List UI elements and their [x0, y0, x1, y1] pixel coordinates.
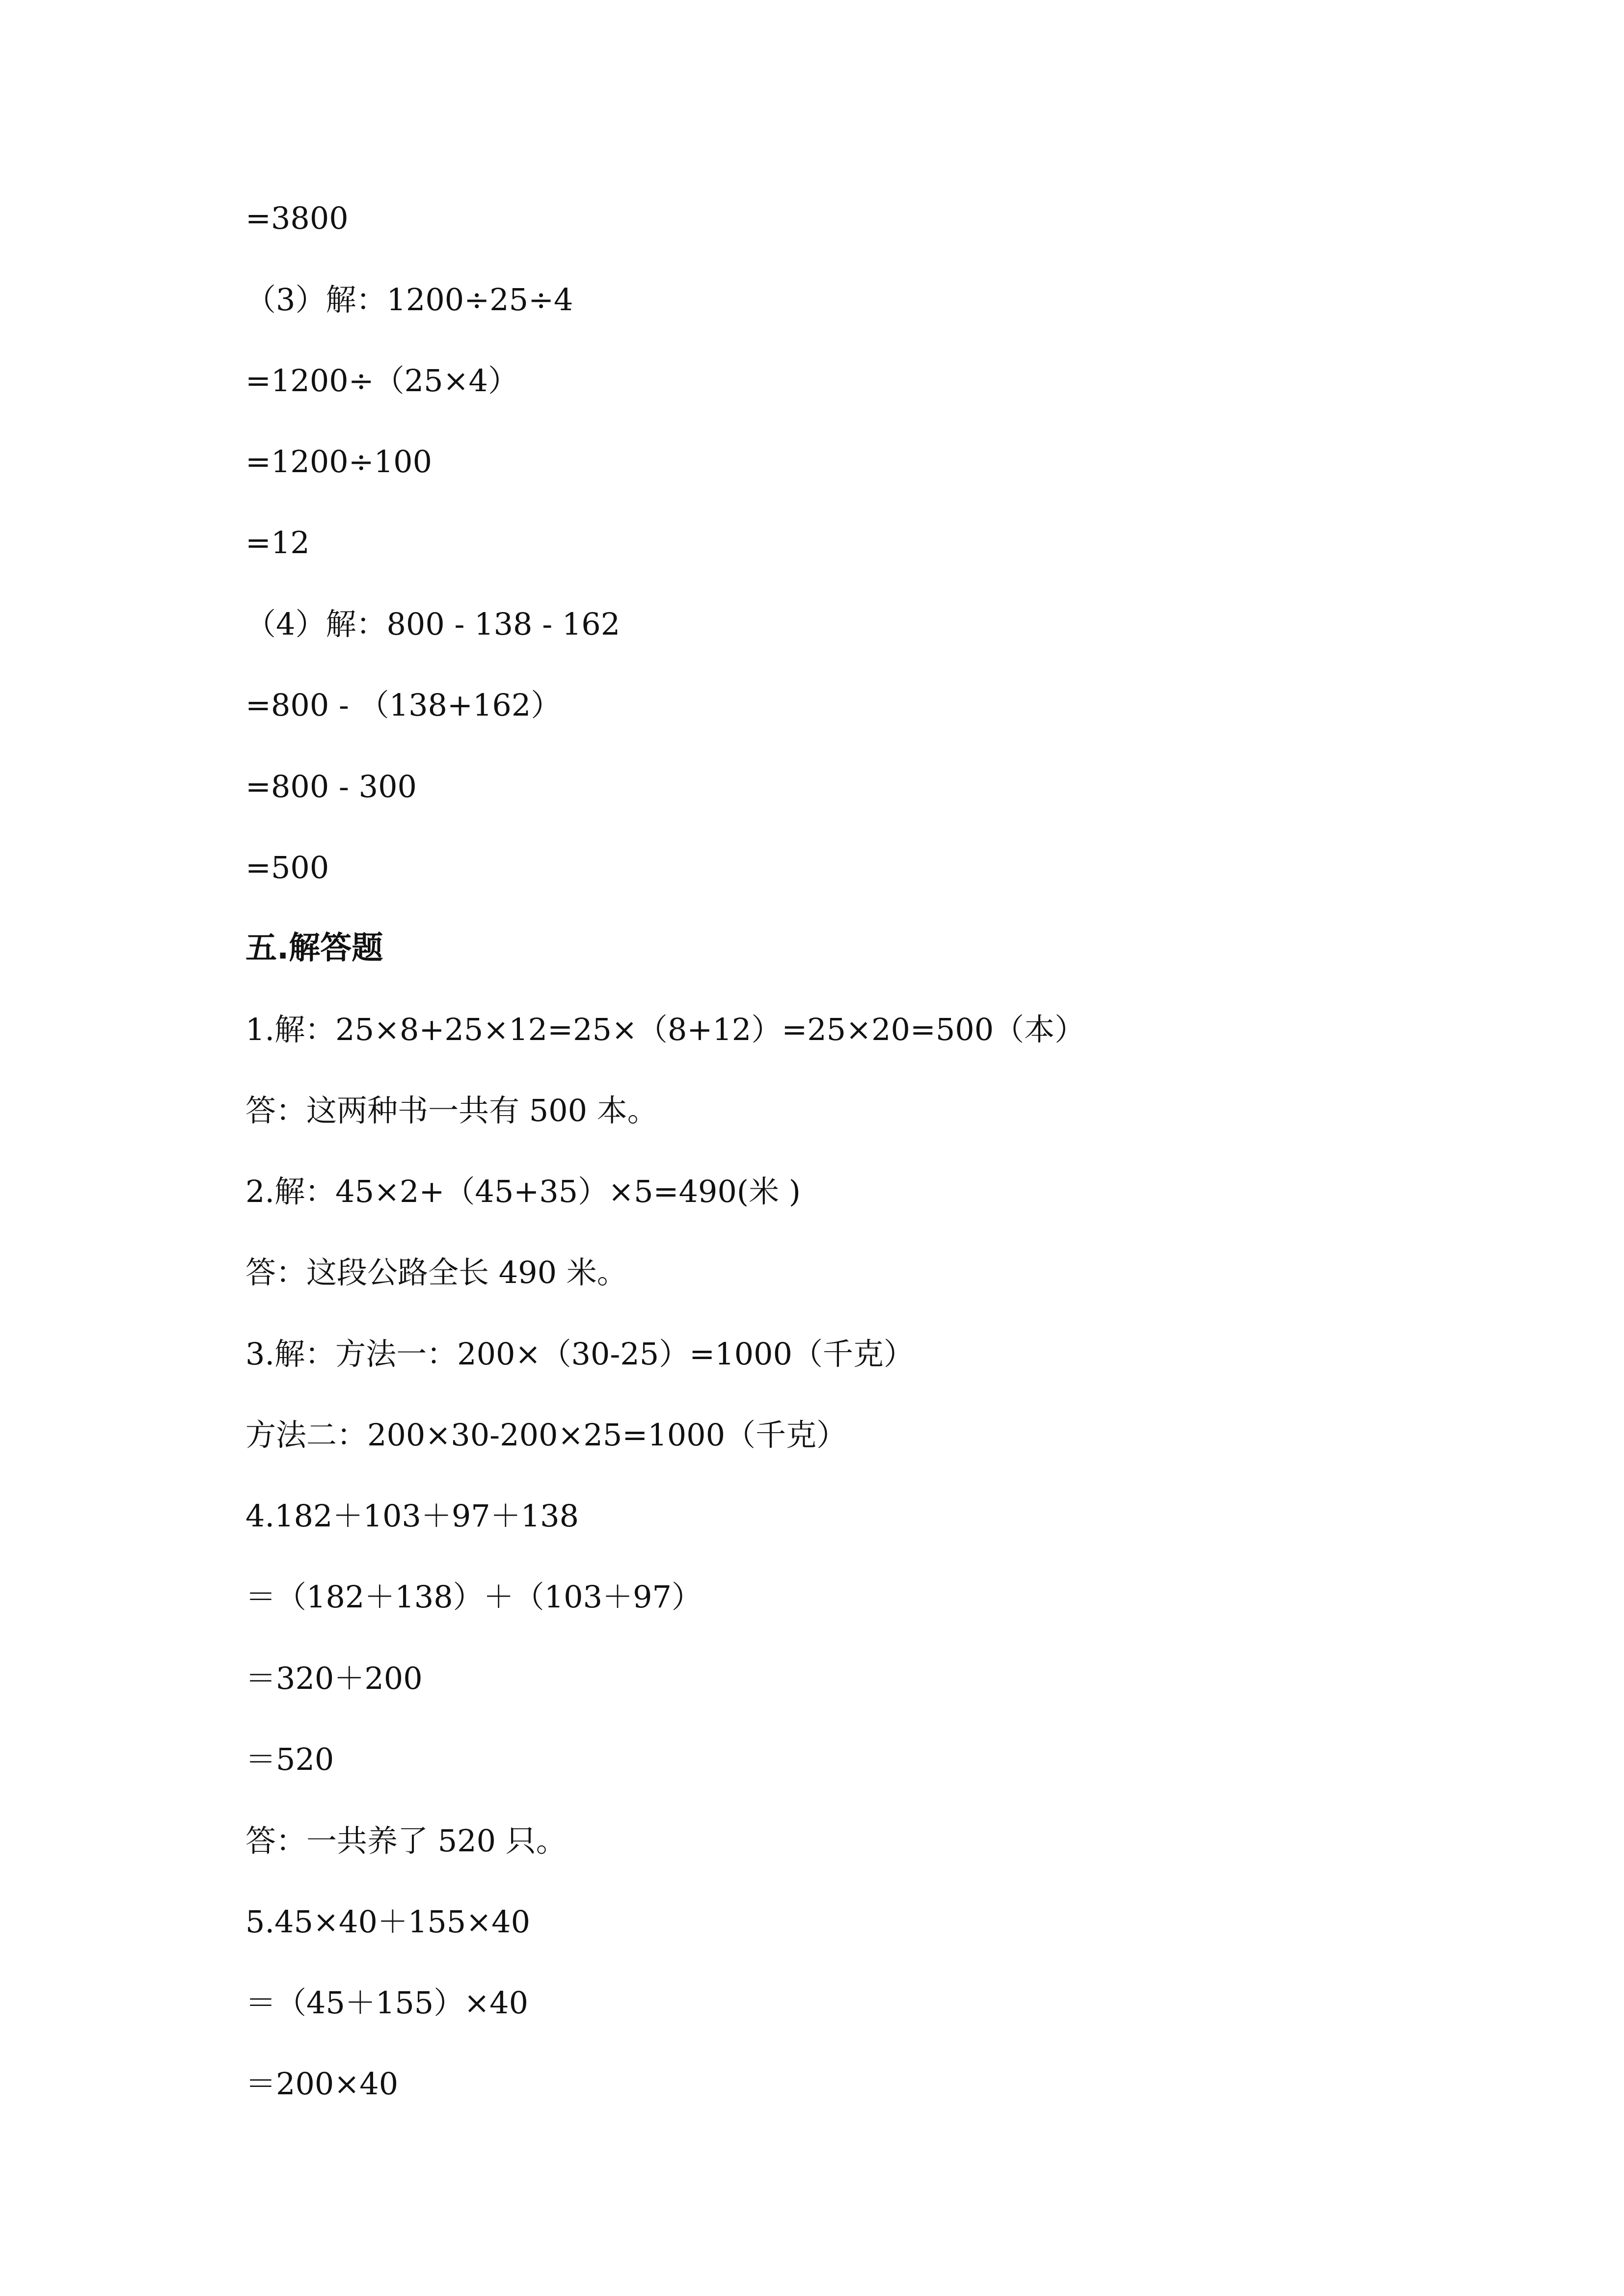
calc-line: =12: [245, 525, 310, 561]
answer-line: ＝（182＋138）＋（103＋97）: [245, 1579, 702, 1615]
answer-line: 答：这两种书一共有 500 本。: [245, 1093, 658, 1128]
answer-line: 答：一共养了 520 只。: [245, 1823, 567, 1859]
calc-line: =800 - 300: [245, 769, 417, 804]
section-title: 五.解答题: [245, 930, 383, 966]
answer-line: ＝520: [245, 1741, 334, 1777]
calc-line: =1200÷100: [245, 444, 433, 480]
answer-line: 答：这段公路全长 490 米。: [245, 1255, 627, 1290]
calc-line: =1200÷（25×4）: [245, 363, 518, 399]
answer-line: ＝（45＋155）×40: [245, 1985, 529, 2021]
answer-line: 1.解：25×8+25×12=25×（8+12）=25×20=500（本）: [245, 1012, 1085, 1047]
answer-line: 4.182＋103＋97＋138: [245, 1498, 579, 1534]
calc-line: =3800: [245, 200, 349, 236]
answer-line: 3.解：方法一：200×（30-25）=1000（千克）: [245, 1336, 914, 1372]
calc-line: （4）解：800 - 138 - 162: [245, 606, 621, 642]
calc-line: =800 - （138+162）: [245, 687, 562, 723]
answer-line: 2.解：45×2+（45+35）×5=490(米 ): [245, 1174, 801, 1209]
answer-line: ＝320＋200: [245, 1660, 423, 1696]
answer-line: 方法二：200×30-200×25=1000（千克）: [245, 1417, 847, 1453]
answer-line: 5.45×40＋155×40: [245, 1904, 531, 1940]
calc-line: =500: [245, 850, 329, 885]
calc-line: （3）解：1200÷25÷4: [245, 282, 573, 318]
answer-line: ＝200×40: [245, 2066, 399, 2102]
